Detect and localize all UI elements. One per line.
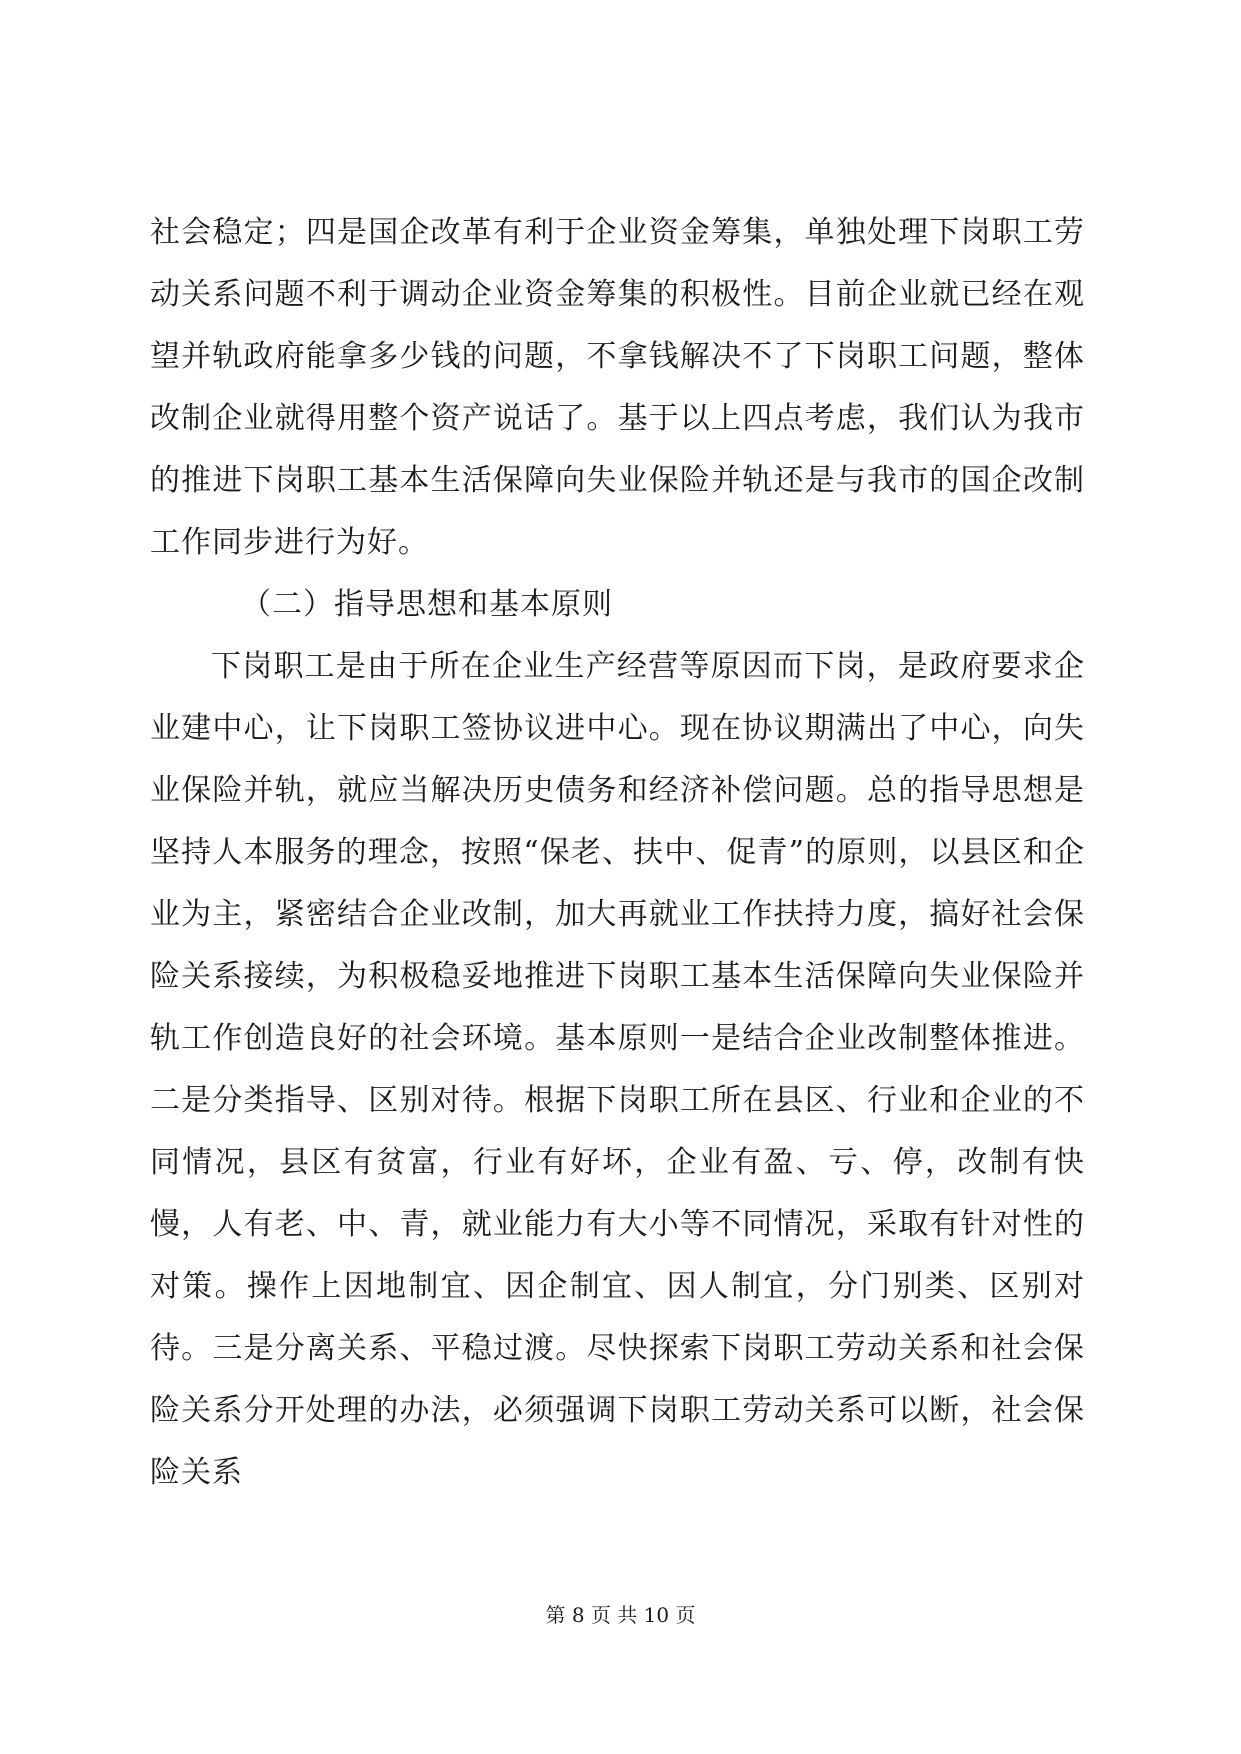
- paragraph-guiding-principles: 下岗职工是由于所在企业生产经营等原因而下岗，是政府要求企业建中心，让下岗职工签协议进中心。现在协议期满出了中心，向失业保险并轨，就应当解决历史债务和经济补偿问题。总的指导思想是坚持人本服务的理念，按照“保老、扶中、促青”的原则，以县区和企业为主，紧密结合企业改制，加大再就业工作扶持力度，搞好社会保险关系接续，为积极稳妥地推进下岗职工基本生活保障向失业保险并轨工作创造良好的社会环境。基本原则一是结合企业改制整体推进。二是分类指导、区别对待。根据下岗职工所在县区、行业和企业的不同情况，县区有贫富，行业有好坏，企业有盈、亏、停，改制有快慢，人有老、中、青，就业能力有大小等不同情况，采取有针对性的对策。操作上因地制宜、因企制宜、因人制宜，分门别类、区别对待。三是分离关系、平稳过渡。尽快探索下岗职工劳动关系和社会保险关系分开处理的办法，必须强调下岗职工劳动关系可以断，社会保险关系: [150, 649, 1085, 1490]
- paragraph-continued: 社会稳定；四是国企改革有利于企业资金筹集，单独处理下岗职工劳动关系问题不利于调动企业资金筹集的积极性。目前企业就已经在观望并轨政府能拿多少钱的问题，不拿钱解决不了下岗职工问题，整体改制企业就得用整个资产说话了。基于以上四点考虑，我们认为我市的推进下岗职工基本生活保障向失业保险并轨还是与我市的国企改制工作同步进行为好。: [150, 215, 1085, 560]
- document-body: [150, 202, 1085, 1504]
- section-heading: （二）指导思想和基本原则: [241, 587, 613, 622]
- page-number-footer: 第 8 页 共 10 页: [545, 1603, 696, 1627]
